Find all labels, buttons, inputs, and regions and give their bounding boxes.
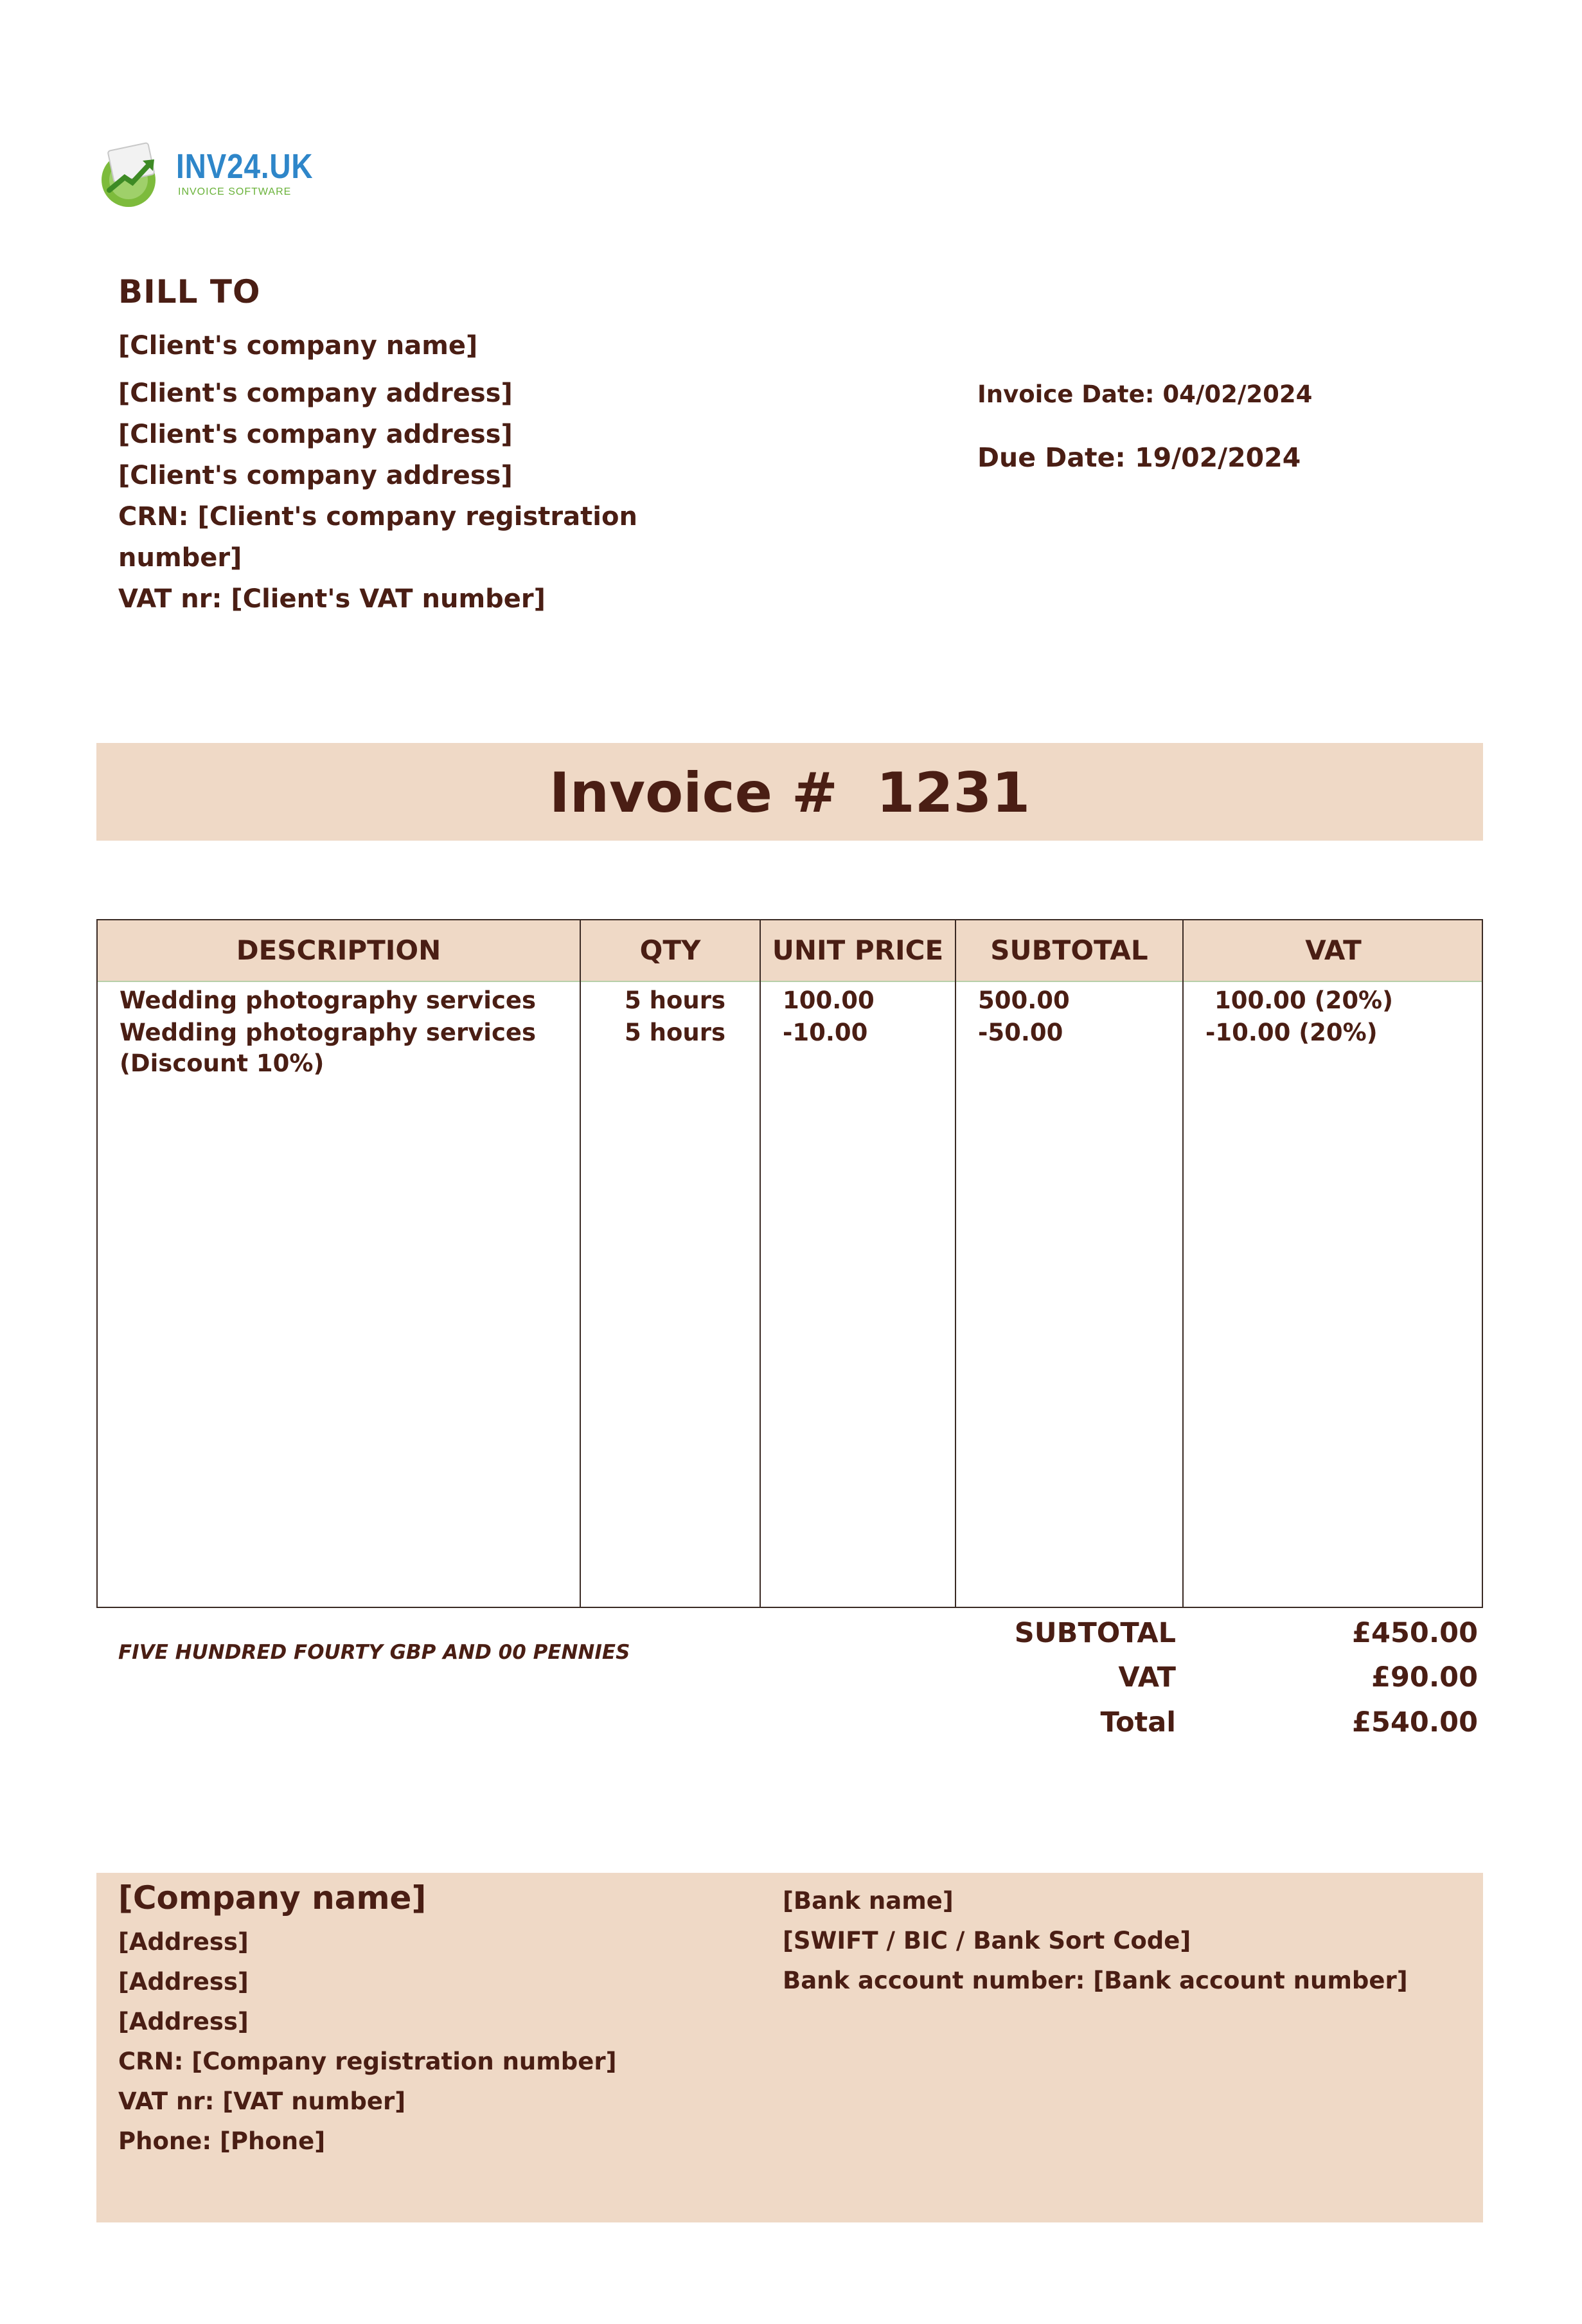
invoice-date: Invoice Date: 04/02/2024 bbox=[977, 380, 1313, 408]
row-1-vat: 100.00 (20%) bbox=[1214, 987, 1394, 1014]
invoice-banner bbox=[96, 743, 1483, 841]
footer-crn: CRN: [Company registration number] bbox=[118, 2048, 617, 2075]
logo-text: INV24.UK bbox=[176, 147, 314, 186]
row-1-description: Wedding photography services bbox=[120, 987, 537, 1014]
header-subtotal: SUBTOTAL bbox=[990, 934, 1148, 966]
client-address-2: [Client's company address] bbox=[118, 420, 513, 449]
vat-value: £90.00 bbox=[1371, 1661, 1478, 1694]
vat-label: VAT bbox=[1118, 1661, 1176, 1694]
footer-swift: [SWIFT / BIC / Bank Sort Code] bbox=[783, 1927, 1191, 1954]
company-footer bbox=[96, 1873, 1483, 2222]
subtotal-value: £450.00 bbox=[1352, 1617, 1478, 1649]
total-value: £540.00 bbox=[1352, 1706, 1478, 1739]
client-vat: VAT nr: [Client's VAT number] bbox=[118, 584, 546, 614]
header-qty: QTY bbox=[639, 934, 701, 966]
client-address-3: [Client's company address] bbox=[118, 461, 513, 490]
footer-address-3: [Address] bbox=[118, 2008, 249, 2035]
header-vat: VAT bbox=[1305, 934, 1362, 966]
client-company-name: [Client's company name] bbox=[118, 331, 478, 361]
header-unit-price: UNIT PRICE bbox=[772, 934, 944, 966]
footer-vat: VAT nr: [VAT number] bbox=[118, 2087, 406, 2115]
client-address-1: [Client's company address] bbox=[118, 379, 513, 408]
row-1-qty: 5 hours bbox=[625, 987, 725, 1014]
row-2-description-note: (Discount 10%) bbox=[120, 1050, 324, 1077]
logo-subtext: INVOICE SOFTWARE bbox=[178, 186, 292, 197]
row-1-subtotal: 500.00 bbox=[978, 987, 1070, 1014]
footer-phone: Phone: [Phone] bbox=[118, 2127, 326, 2155]
subtotal-label: SUBTOTAL bbox=[1014, 1617, 1176, 1649]
items-table bbox=[96, 919, 1483, 1608]
row-2-description: Wedding photography services bbox=[120, 1019, 537, 1046]
logo-emblem-icon bbox=[96, 140, 167, 211]
company-logo bbox=[96, 140, 315, 211]
row-2-qty: 5 hours bbox=[625, 1019, 725, 1046]
client-crn: CRN: [Client's company registration bbox=[118, 502, 637, 532]
bill-to-heading: BILL TO bbox=[118, 273, 261, 310]
row-2-subtotal: -50.00 bbox=[978, 1019, 1063, 1046]
row-2-unit-price: -10.00 bbox=[783, 1019, 868, 1046]
amount-in-words: FIVE HUNDRED FOURTY GBP AND 00 PENNIES bbox=[118, 1641, 630, 1664]
row-2-vat: -10.00 (20%) bbox=[1205, 1019, 1378, 1046]
header-description: DESCRIPTION bbox=[236, 934, 441, 966]
total-label: Total bbox=[1100, 1706, 1176, 1739]
due-date: Due Date: 19/02/2024 bbox=[977, 442, 1301, 473]
client-crn-cont: number] bbox=[118, 543, 242, 573]
footer-bank-name: [Bank name] bbox=[783, 1887, 954, 1915]
invoice-title: Invoice # 1231 bbox=[549, 761, 1031, 825]
footer-address-1: [Address] bbox=[118, 1928, 249, 1956]
footer-company-name: [Company name] bbox=[118, 1879, 427, 1917]
row-1-unit-price: 100.00 bbox=[783, 987, 875, 1014]
footer-bank-account: Bank account number: [Bank account number] bbox=[783, 1967, 1408, 1994]
footer-address-2: [Address] bbox=[118, 1968, 249, 1996]
